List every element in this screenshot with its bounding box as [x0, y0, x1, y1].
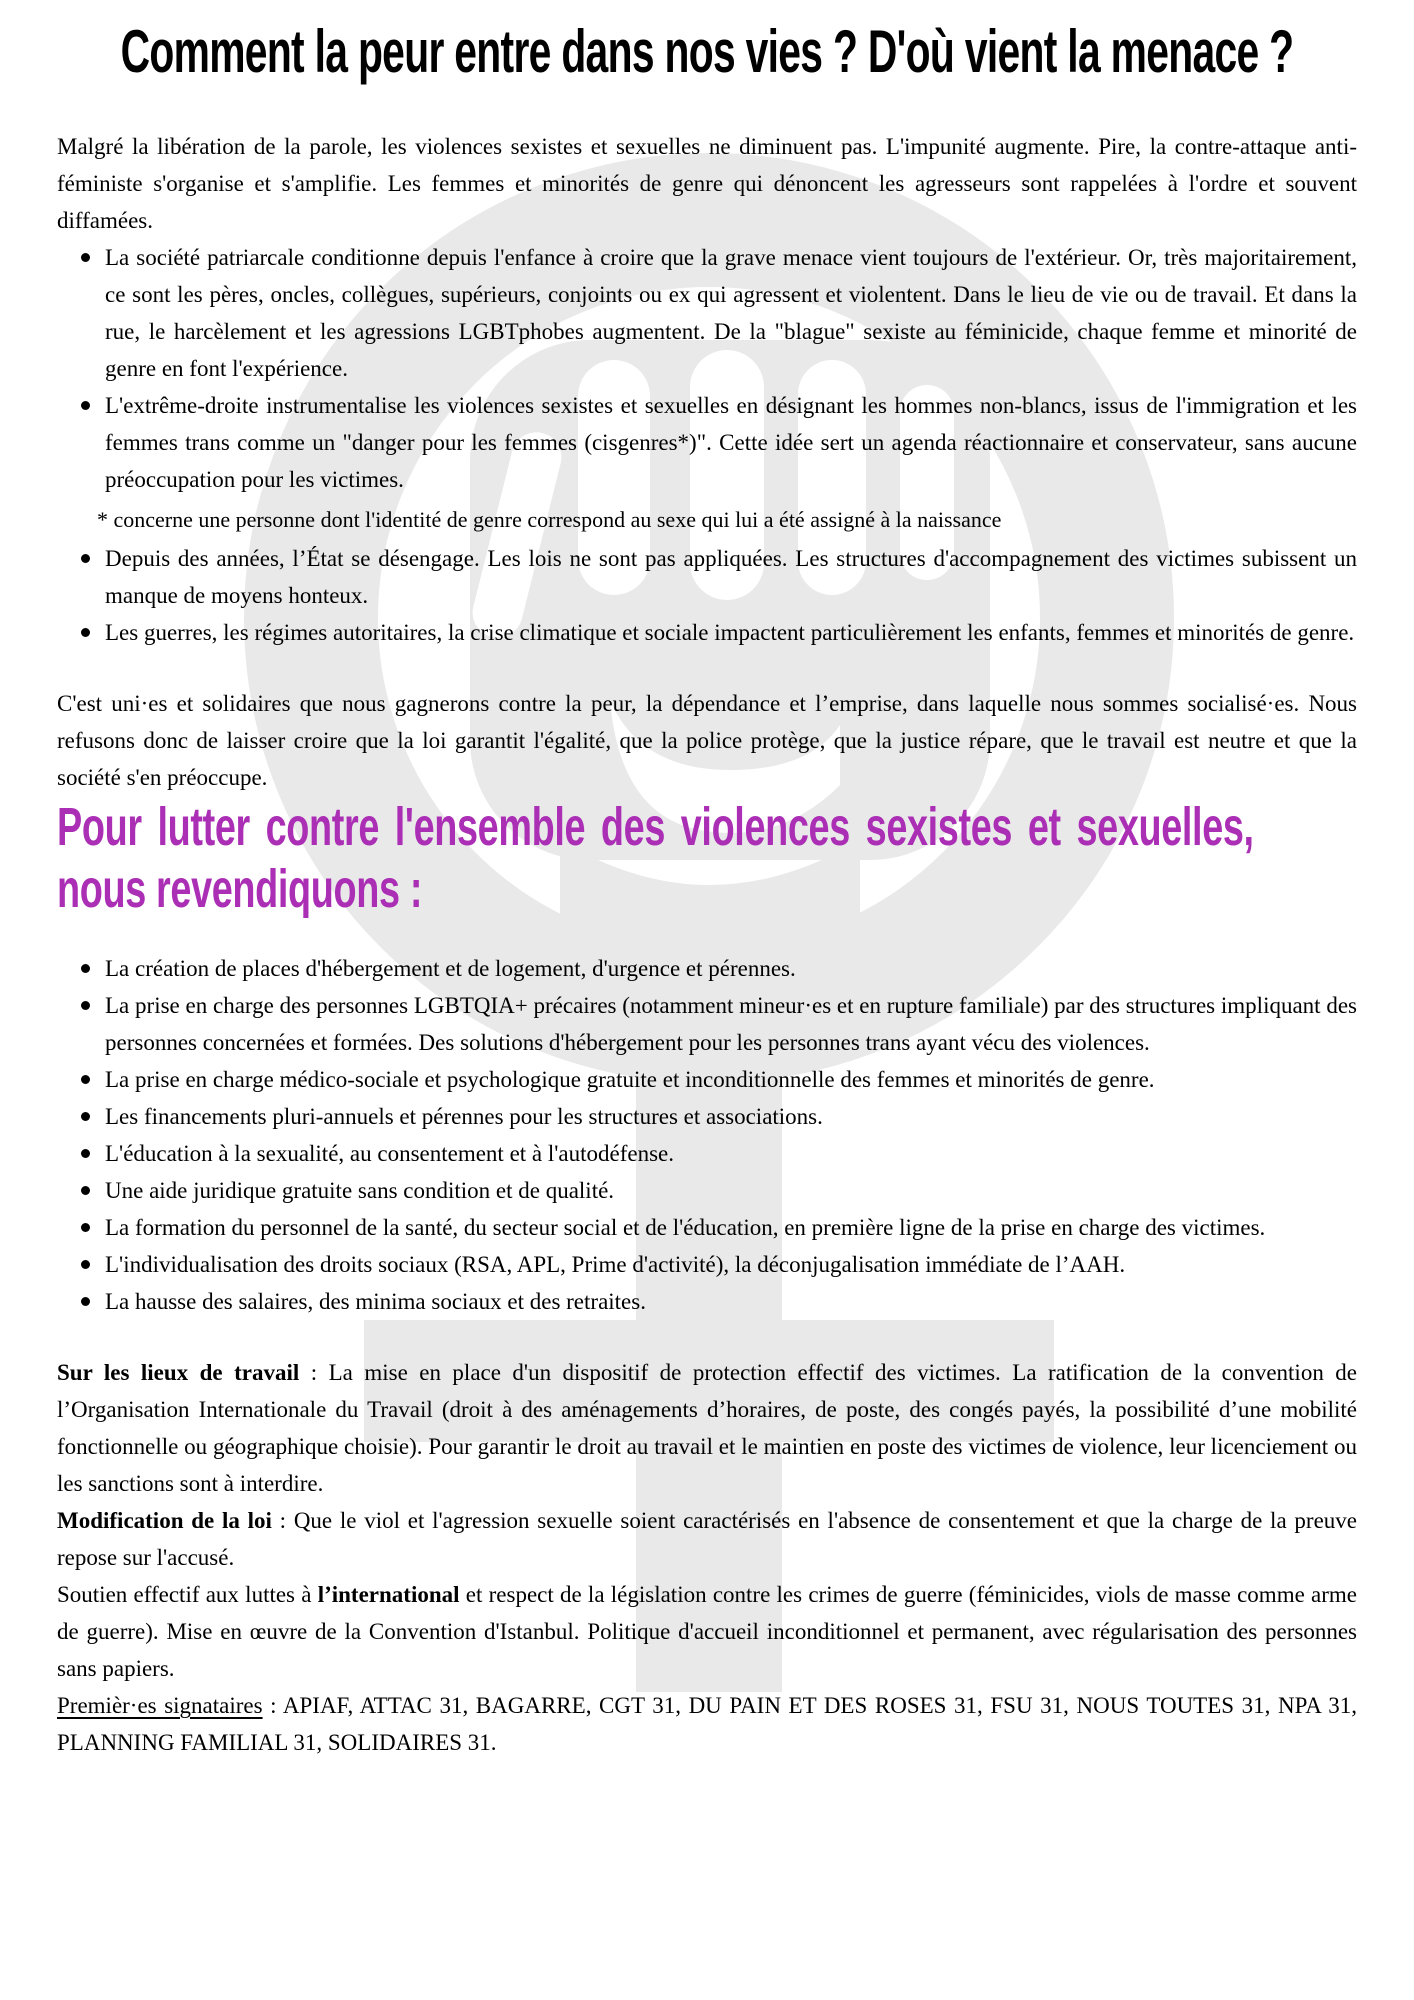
list-item-text: Les guerres, les régimes autoritaires, la crise climatique et sociale impactent particulièrement les enfants, femmes et minorités de genre.	[105, 620, 1355, 645]
bullet-icon	[81, 1260, 90, 1269]
page-title-text: Comment la peur entre dans nos vies ? D'où vient la menace ?	[120, 18, 1294, 85]
list-item-text: Les financements pluri-annuels et pérennes pour les structures et associations.	[105, 1104, 823, 1129]
cisgender-footnote: * concerne une personne dont l'identité de genre correspond au sexe qui lui a été assigné à la naissance	[97, 507, 1002, 532]
international-before: Soutien effectif aux luttes à	[57, 1582, 318, 1607]
bullet-icon	[81, 1297, 90, 1306]
law-text: : Que le viol et l'agression sexuelle soient caractérisés en l'absence de consentement et que la charge de la preuve repose sur l'accusé.	[57, 1508, 1357, 1570]
international-after: et respect de la législation contre les crimes de guerre (féminicides, viols de masse comme arme de guerre). Mise en œuvre de la Convention d'Istanbul. Politique d'accueil inconditionnel et permanent, avec régularisation des personnes sans papiers.	[57, 1582, 1358, 1681]
workplace-text: : La mise en place d'un dispositif de protection effectif des victimes. La ratification de la convention de l’Organisation Internationale du Travail (droit à des aménagements d’horaires, de poste, des congés payés, la possibilité d’une mobilité fonctionnelle ou géographique choisie). Pour garantir le droit au travail et le maintien en poste des victimes de violence, leur licenciement ou les sanctions sont à interdire.	[57, 1360, 1358, 1496]
demands-heading-line2	[57, 858, 1357, 920]
list-item	[57, 387, 1357, 498]
bullet-icon	[81, 1149, 90, 1158]
demands-list	[57, 950, 1357, 1320]
list-item-text: La création de places d'hébergement et de logement, d'urgence et pérennes.	[105, 956, 796, 981]
list-item-text: La société patriarcale conditionne depuis l'enfance à croire que la grave menace vient toujours de l'extérieur. Or, très majoritairement, ce sont les pères, oncles, collègues, supérieurs, conjoints ou ex qui agressent et violentent. Dans le lieu de vie ou de travail. Et dans la rue, le harcèlement et les agressions LGBTphobes augmentent. De la "blague" sexiste au féminicide, chaque femme et minorité de genre en font l'expérience.	[105, 245, 1357, 381]
list-item-text: L'éducation à la sexualité, au consentement et à l'autodéfense.	[105, 1141, 674, 1166]
list-item	[57, 1172, 1357, 1209]
bullet-icon	[81, 1223, 90, 1232]
list-item	[57, 1135, 1357, 1172]
bullet-icon	[81, 253, 90, 262]
page-title	[57, 18, 1357, 85]
list-item-text: L'extrême-droite instrumentalise les violences sexistes et sexuelles en désignant les hommes non-blancs, issus de l'immigration et les femmes trans comme un "danger pour les femmes (cisgenres*)". Cette idée sert un agenda réactionnaire et conservateur, sans aucune préoccupation pour les victimes.	[105, 393, 1357, 492]
list-item-text: La prise en charge médico-sociale et psychologique gratuite et inconditionnelle des femmes et minorités de genre.	[105, 1067, 1155, 1092]
list-item	[57, 1209, 1357, 1246]
bullet-icon	[81, 401, 90, 410]
demands-heading-line1	[57, 796, 1357, 858]
international-paragraph	[57, 1576, 1357, 1687]
list-item-text: La hausse des salaires, des minima sociaux et des retraites.	[105, 1289, 646, 1314]
intro-paragraph: Malgré la libération de la parole, les violences sexistes et sexuelles ne diminuent pas. L'impunité augmente. Pire, la contre-attaque anti-féministe s'organise et s'amplifie. Les femmes et minorités de genre qui dénoncent les agresseurs sont rappelées à l'ordre et souvent diffamées.	[57, 134, 1357, 233]
list-item-text: Depuis des années, l’État se désengage. Les lois ne sont pas appliquées. Les structures d'accompagnement des victimes subissent un manque de moyens honteux.	[105, 546, 1357, 608]
list-item-text: La prise en charge des personnes LGBTQIA+ précaires (notamment mineur·es et en rupture familiale) par des structures impliquant des personnes concernées et formées. Des solutions d'hébergement pour les personnes trans ayant vécu des violences.	[105, 993, 1357, 1055]
list-item	[57, 239, 1357, 387]
workplace-lead: Sur les lieux de travail	[57, 1360, 300, 1385]
list-item	[57, 540, 1357, 614]
bullet-icon	[81, 1186, 90, 1195]
list-item	[57, 1283, 1357, 1320]
list-item-text: L'individualisation des droits sociaux (RSA, APL, Prime d'activité), la déconjugalisation immédiate de l’AAH.	[105, 1252, 1126, 1277]
workplace-paragraph	[57, 1354, 1357, 1502]
signatories-text: : APIAF, ATTAC 31, BAGARRE, CGT 31, DU PAIN ET DES ROSES 31, FSU 31, NOUS TOUTES 31, NPA 31, PLANNING FAMILIAL 31, SOLIDAIRES 31.	[57, 1693, 1357, 1755]
demands-heading-line1-text: Pour lutter contre l'ensemble des violences sexistes et sexuelles,	[57, 797, 1254, 857]
list-item	[57, 1061, 1357, 1098]
bullet-icon	[81, 554, 90, 563]
list-item-text: La formation du personnel de la santé, du secteur social et de l'éducation, en première ligne de la prise en charge des victimes.	[105, 1215, 1266, 1240]
list-item	[57, 987, 1357, 1061]
list-item	[57, 614, 1357, 651]
list-item-text: Une aide juridique gratuite sans condition et de qualité.	[105, 1178, 615, 1203]
bullet-icon	[81, 1112, 90, 1121]
law-paragraph	[57, 1502, 1357, 1576]
list-item	[57, 950, 1357, 987]
international-bold: l’international	[317, 1582, 460, 1607]
list-item	[57, 1098, 1357, 1135]
law-lead: Modification de la loi	[57, 1508, 272, 1533]
bullet-icon	[81, 628, 90, 637]
threats-list	[57, 239, 1357, 651]
signatories-lead: Premièr·es signataires	[57, 1693, 263, 1718]
bullet-icon	[81, 1075, 90, 1084]
list-item	[57, 1246, 1357, 1283]
bullet-icon	[81, 964, 90, 973]
unity-paragraph: C'est uni·es et solidaires que nous gagnerons contre la peur, la dépendance et l’emprise, dans laquelle nous sommes socialisé·es. Nous refusons donc de laisser croire que la loi garantit l'égalité, que la police protège, que la justice répare, que le travail est neutre et que la société s'en préoccupe.	[57, 691, 1357, 790]
demands-heading	[57, 796, 1357, 920]
bullet-icon	[81, 1001, 90, 1010]
signatories-paragraph	[57, 1687, 1357, 1761]
demands-heading-line2-text: nous revendiquons :	[57, 859, 423, 919]
